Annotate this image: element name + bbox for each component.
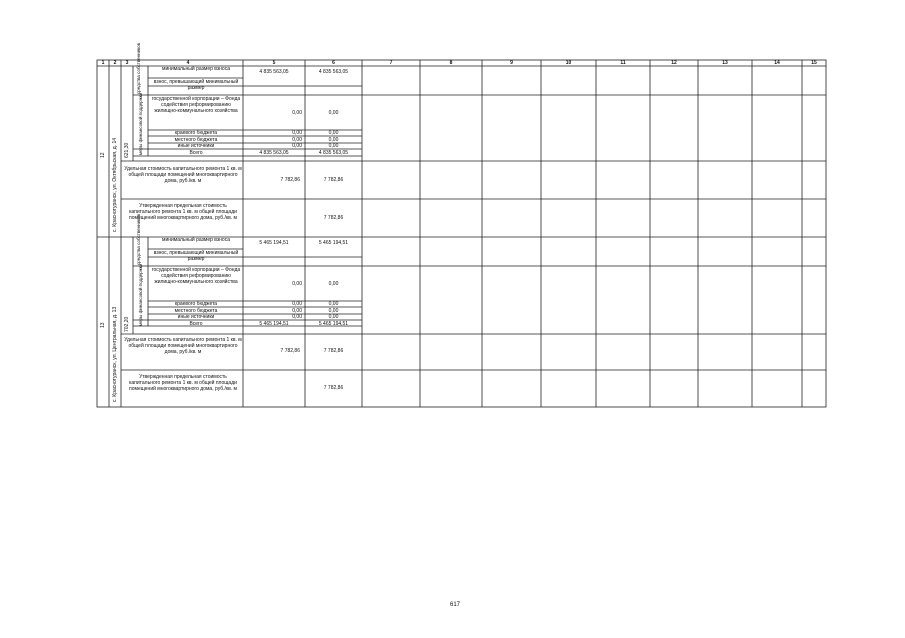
address-cell: с. Краснотуранск, ул. Центральная, д. 13 [112,306,118,402]
regional-budget-c5: 0,00 [292,130,302,136]
header-col-2: 2 [113,60,117,66]
header-col-6: 6 [332,60,335,66]
other-sources-c5: 0,00 [292,314,302,320]
total-c6: 5 465 194,51 [318,321,349,327]
regional-budget-c6: 0,00 [328,301,339,307]
header-col-5: 5 [272,60,276,66]
other-sources-label: иные источники [177,314,215,320]
min-contribution-label: минимальный размер взноса [162,237,230,243]
state-corp-label: государственной корпорации – Фонда содействия реформированию жилищно-коммунального хозяйства [151,267,241,285]
local-budget-c5: 0,00 [292,308,302,314]
total-label: Всего [189,150,203,156]
unit-cost-c6: 7 782,86 [323,177,344,183]
header-col-13: 13 [722,60,728,66]
row-number: 12 [100,152,106,158]
min-contribution-c6: 5 465 194,51 [318,240,349,246]
header-col-4: 4 [186,60,190,66]
header-col-9: 9 [510,60,513,66]
other-sources-c5: 0,00 [292,143,302,149]
address-cell: с. Краснотуранск, ул. Октябрьская, д. 14 [112,137,118,232]
regional-budget-label: краевого бюджета [174,301,218,307]
header-col-12: 12 [671,60,677,66]
local-budget-c5: 0,00 [292,137,302,143]
state-corp-c6: 0,00 [328,110,339,116]
regional-budget-c6: 0,00 [328,130,339,136]
support-group-label: меры финансовой поддержки [138,92,143,155]
limit-cost-label: Утвержденная предельная стоимость капитального ремонта 1 кв. м общей площади помещений многоквартирного дома, руб./кв. м [129,374,237,392]
excess-contribution-label: взнос, превышающий минимальный размер [153,79,239,91]
local-budget-c6: 0,00 [328,308,339,314]
state-corp-c6: 0,00 [328,281,339,287]
local-budget-c6: 0,00 [328,137,339,143]
other-sources-c6: 0,00 [328,314,339,320]
limit-cost-label: Утвержденная предельная стоимость капитального ремонта 1 кв. м общей площади помещений многоквартирного дома, руб./кв. м [129,203,237,221]
min-contribution-c5: 5 465 194,51 [259,240,289,246]
min-contribution-label: минимальный размер взноса [162,66,230,72]
total-c5: 5 465 194,51 [259,321,289,327]
unit-cost-c5: 7 782,86 [280,348,300,354]
min-contribution-c6: 4 835 563,05 [318,69,349,75]
area-cell: 621,30 [124,142,130,158]
header-col-7: 7 [389,60,393,66]
excess-contribution-label: взнос, превышающий минимальный размер [153,250,239,262]
state-corp-c5: 0,00 [292,281,302,287]
area-cell: 702,20 [124,316,130,332]
state-corp-c5: 0,00 [292,110,302,116]
unit-cost-label: Удельная стоимость капитального ремонта 1 кв. м общей площади помещений многоквартирного дома, руб./кв. м [124,166,242,184]
local-budget-label: местного бюджета [174,137,218,143]
total-c6: 4 835 563,05 [318,150,349,156]
unit-cost-c6: 7 782,86 [323,348,344,354]
other-sources-c6: 0,00 [328,143,339,149]
total-c5: 4 835 563,05 [259,150,289,156]
unit-cost-label: Удельная стоимость капитального ремонта 1 кв. м общей площади помещений многоквартирного дома, руб./кв. м [124,337,242,355]
header-col-15: 15 [811,60,817,66]
support-group-label: меры финансовой поддержки [138,263,143,326]
total-label: Всего [189,321,203,327]
min-contribution-c5: 4 835 563,05 [259,69,289,75]
header-col-10: 10 [565,60,572,66]
other-sources-label: иные источники [177,143,215,149]
limit-cost-c6: 7 782,86 [323,385,344,391]
owners-group-label: средства собственников [136,42,141,94]
unit-cost-c5: 7 782,86 [280,177,300,183]
regional-budget-label: краевого бюджета [174,130,218,136]
page-number: 617 [449,602,460,608]
row-number: 13 [100,322,106,328]
header-col-11: 11 [620,60,626,66]
local-budget-label: местного бюджета [174,308,218,314]
regional-budget-c5: 0,00 [292,301,302,307]
owners-group-label: средства собственников [136,213,141,265]
header-col-3: 3 [125,60,129,66]
limit-cost-c6: 7 782,86 [323,215,344,221]
header-col-8: 8 [449,60,453,66]
header-col-1: 1 [101,60,105,66]
state-corp-label: государственной корпорации – Фонда содействия реформированию жилищно-коммунального хозяйства [151,96,241,114]
header-col-14: 14 [774,60,780,66]
